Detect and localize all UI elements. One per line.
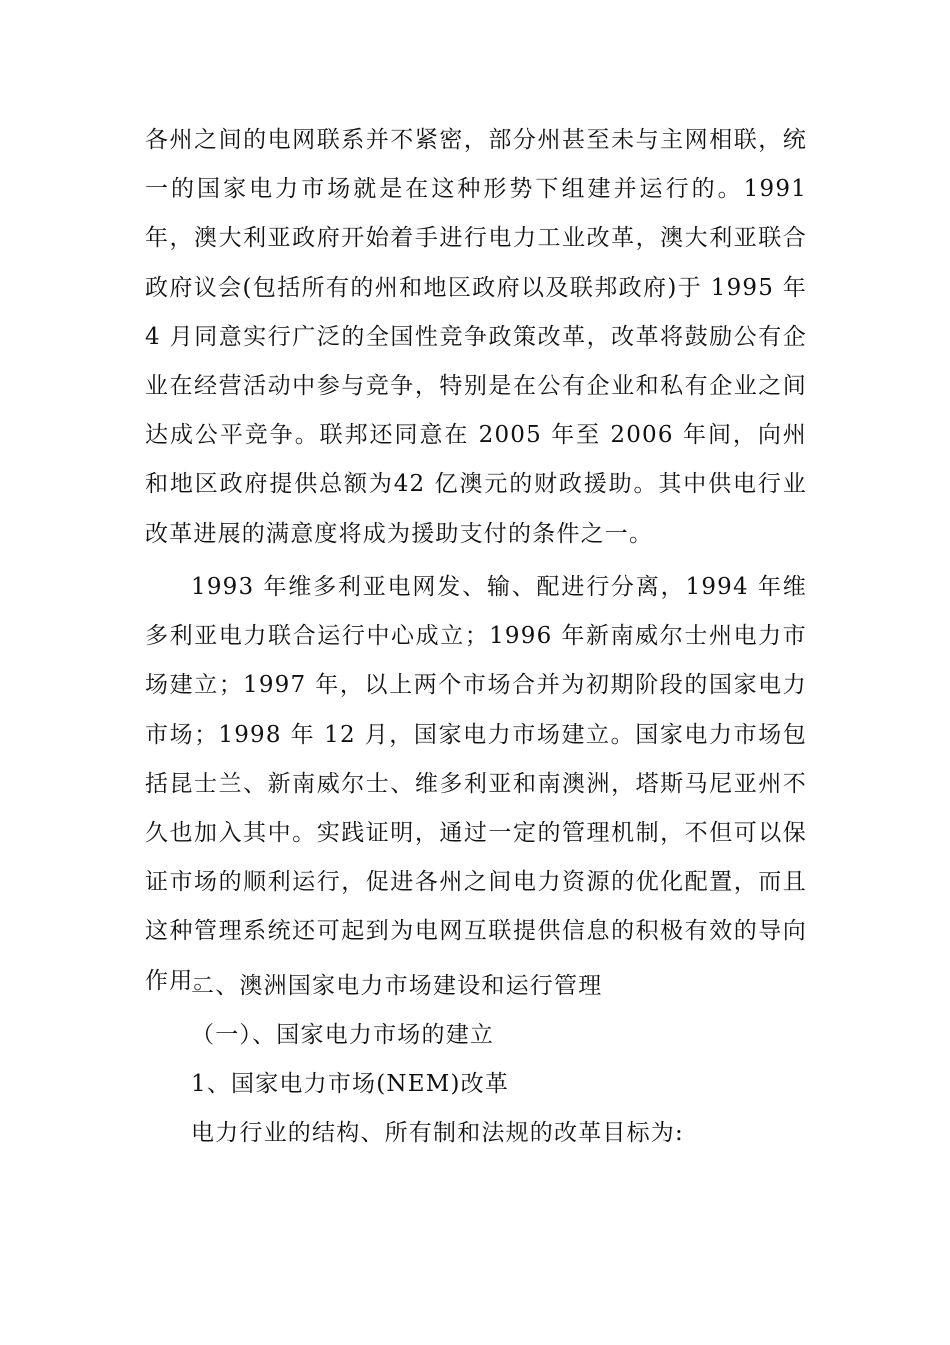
body-paragraph: 电力行业的结构、所有制和法规的改革目标为: [191, 1120, 684, 1146]
subsection-heading: （一）、国家电力市场的建立 [191, 1022, 495, 1048]
section-heading: 二、澳洲国家电力市场建设和运行管理 [191, 973, 603, 999]
item-heading: 1、国家电力市场(NEM)改革 [191, 1071, 510, 1097]
body-paragraph: 1993 年维多利亚电网发、输、配进行分离，1994 年维多利亚电力联合运行中心成立；1996 年新南威尔士州电力市场建立；1997 年，以上两个市场合并为初期阶段的国家电力市场；1998 年 12 月，国家电力市场建立。国家电力市场包括昆士兰、新南威尔士、维多利亚和南澳洲，塔斯马尼亚州不久也加入其中。实践证明，通过一定的管理机制，不但可以保证市场的顺利运行，促进各州之间电力资源的优化配置，而且这种管理系统还可起到为电网互联提供信息的积极有效的导向作用。 [145, 574, 807, 994]
body-paragraph: 各州之间的电网联系并不紧密，部分州甚至未与主网相联，统一的国家电力市场就是在这种形势下组建并运行的。1991 年，澳大利亚政府开始着手进行电力工业改革，澳大利亚联合政府议会(包括所有的州和地区政府以及联邦政府)于 1995 年 4 月同意实行广泛的全国性竞争政策改革，改革将鼓励公有企业在经营活动中参与竞争，特别是在公有企业和私有企业之间达成公平竞争。联邦还同意在 2005 年至 2006 年间，向州和地区政府提供总额为42 亿澳元的财政援助。其中供电行业改革进展的满意度将成为援助支付的条件之一。 [145, 127, 807, 547]
